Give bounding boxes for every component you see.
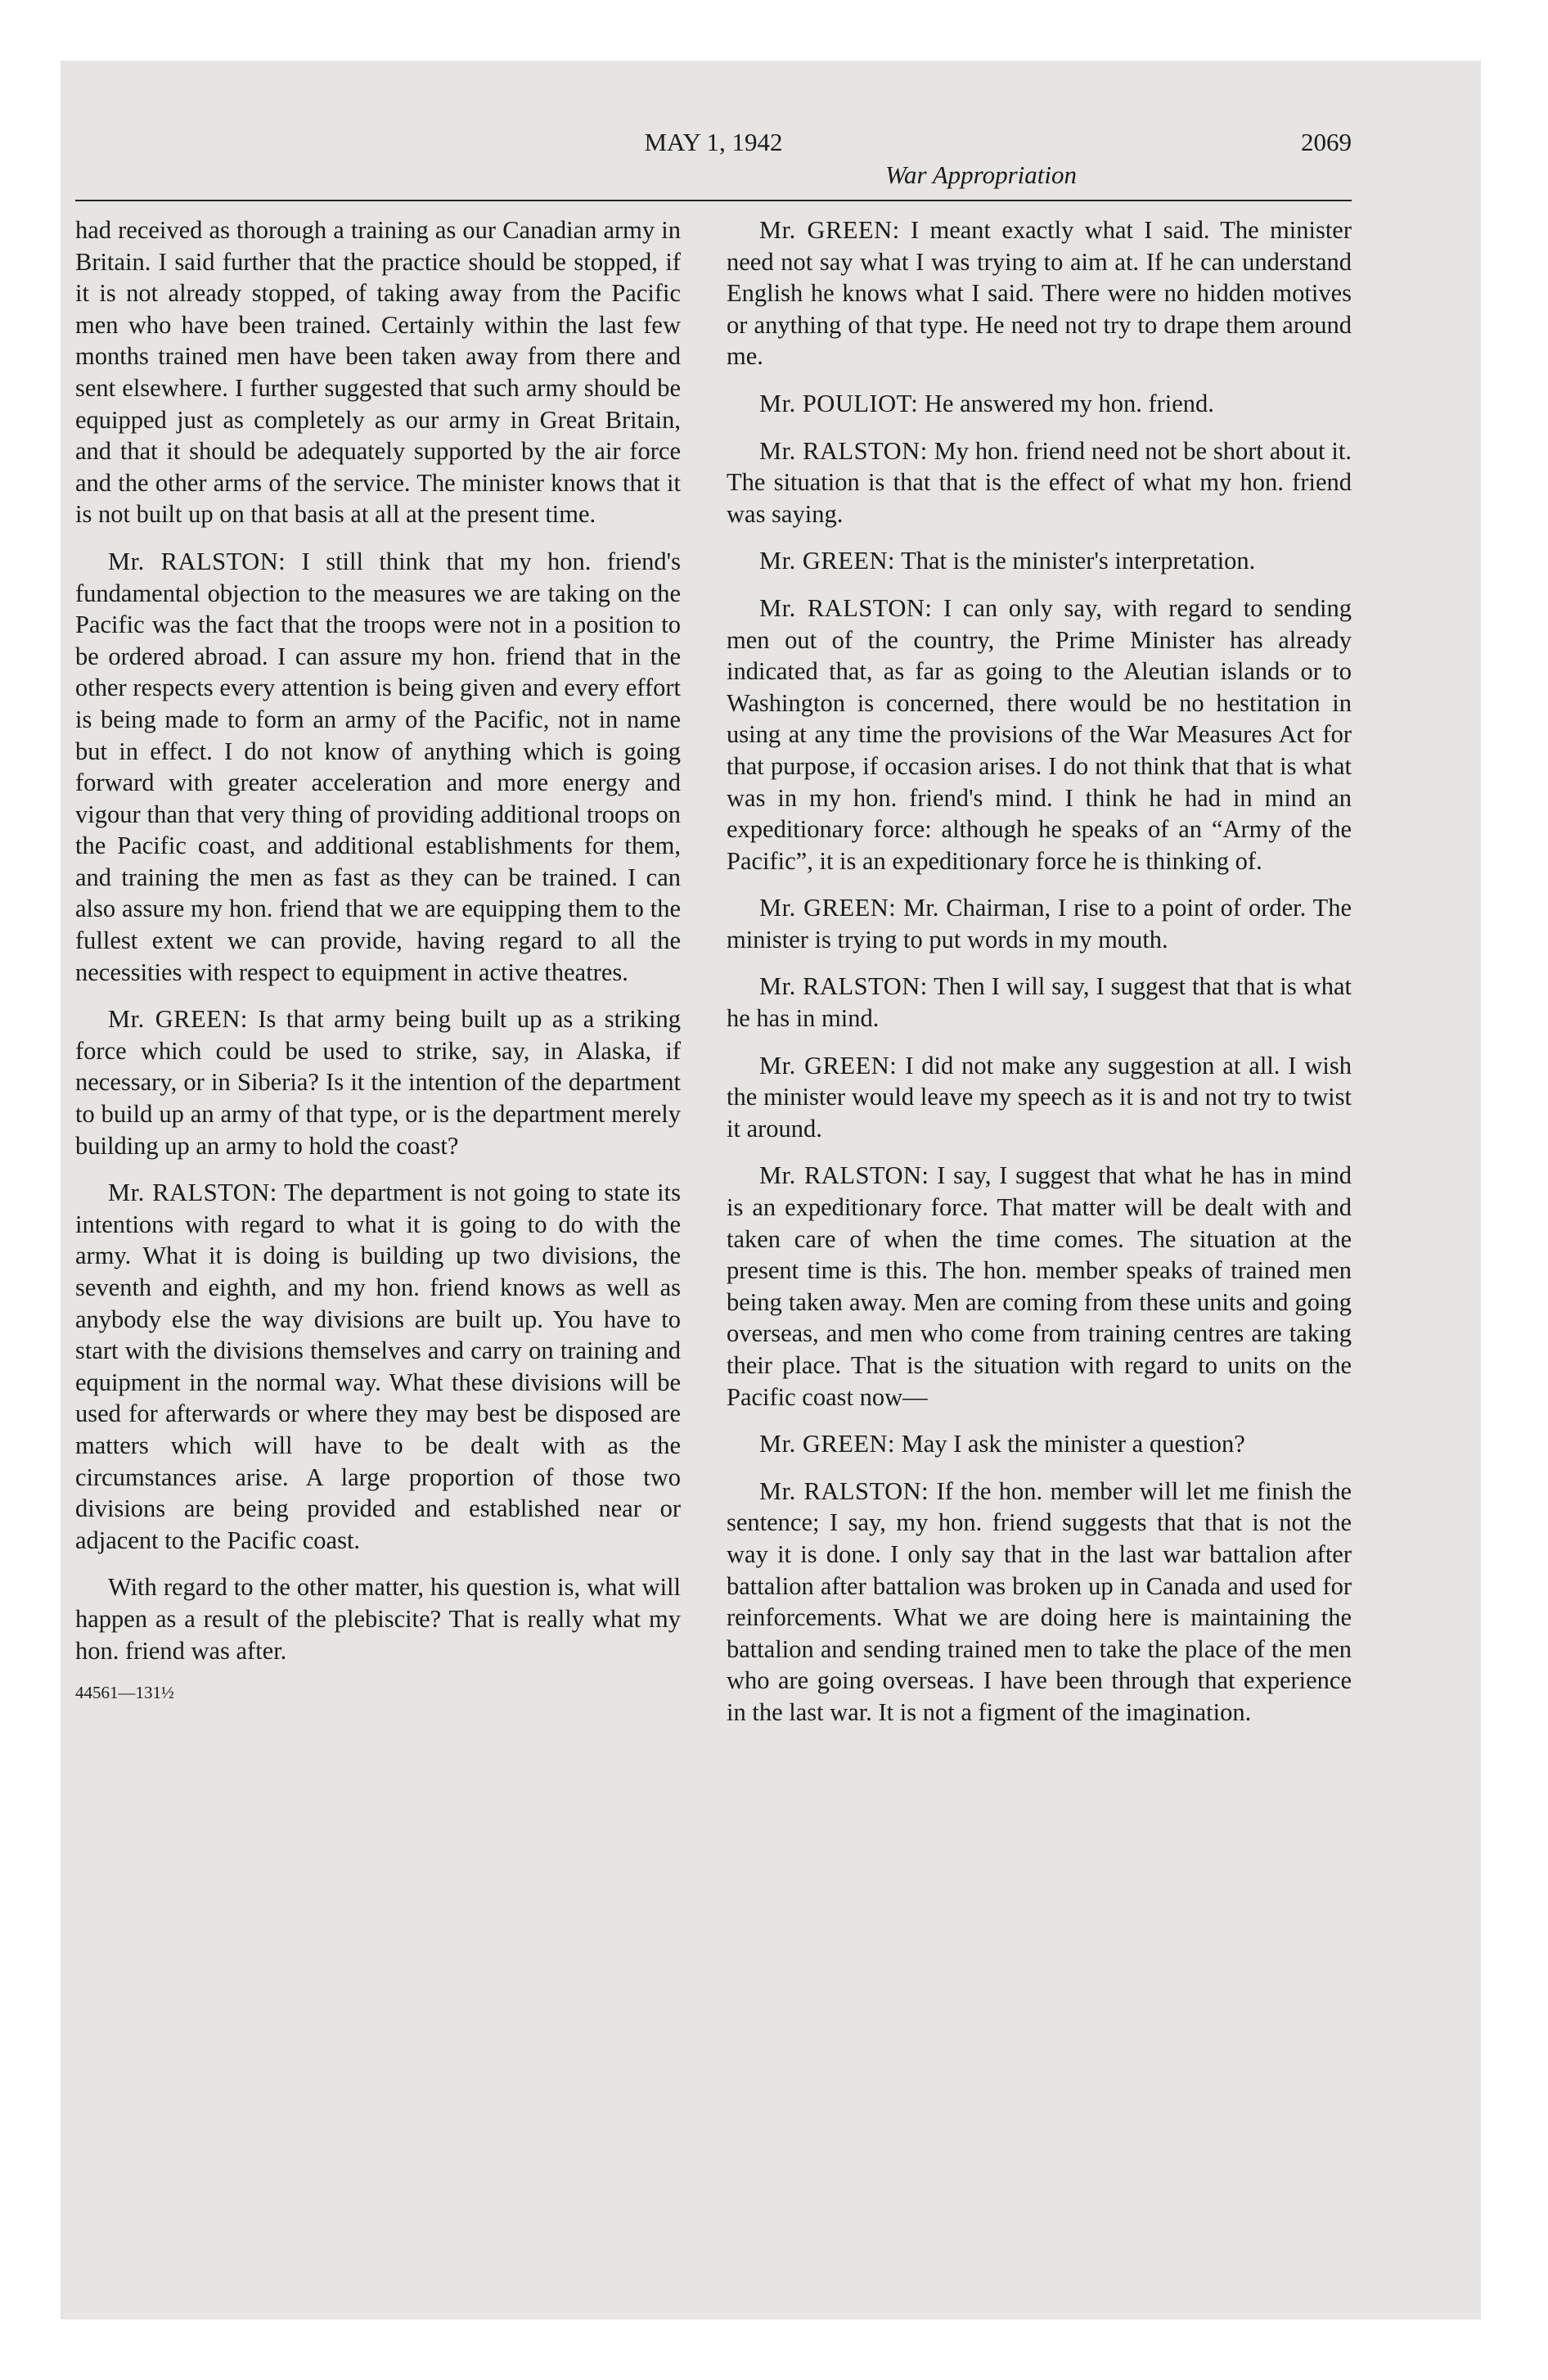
page-number: 2069 (1301, 128, 1352, 156)
speaker-name: Mr. GREEN: (759, 1430, 895, 1458)
section-title: War Appropriation (885, 160, 1077, 189)
paragraph (727, 1160, 1352, 1413)
paragraph-text: If the hon. member will let me finish the sentence; I say, my hon. friend suggests that that is not the way it is done. I only say that in the last war battalion after battalion after battalion was broken up in Canada and used for reinforcements. What we are doing here is maintaining the battalion and sending trained men to take the place of the men who are going overseas. I have been through that experience in the last war. It is not a figment of the imagination. (727, 1476, 1352, 1726)
paragraph (727, 1476, 1352, 1729)
paragraph (727, 971, 1352, 1034)
left-column (75, 214, 681, 1703)
header-date: MAY 1, 1942 (644, 128, 783, 156)
paragraph (75, 1003, 681, 1161)
paragraph (727, 1050, 1352, 1145)
paragraph-text: That is the minister's interpretation. (901, 547, 1256, 575)
speaker-name: Mr. RALSTON: (759, 1476, 929, 1505)
speaker-name: Mr. RALSTON: (108, 1179, 277, 1207)
right-column (727, 214, 1352, 1744)
paragraph (727, 593, 1352, 877)
speaker-name: Mr. RALSTON: (759, 972, 928, 1001)
paragraph (75, 1177, 681, 1556)
page-header (75, 128, 1352, 188)
paragraph (727, 435, 1352, 530)
paragraph (727, 892, 1352, 955)
paragraph-text: Is that army being built up as a striking force which could be used to strike, say, in Alaska, if necessary, or in Siberia? Is it the intention of the department to build up an army of that type, or is the department merely building up an army to hold the coast? (75, 1005, 681, 1160)
speaker-name: Mr. GREEN: (759, 547, 895, 575)
speaker-name: Mr. GREEN: (759, 216, 900, 244)
speaker-name: Mr. POULIOT: (759, 389, 919, 417)
speaker-name: Mr. GREEN: (759, 894, 897, 922)
paragraph (727, 545, 1352, 577)
speaker-name: Mr. GREEN: (759, 1051, 898, 1080)
speaker-name: Mr. RALSTON: (108, 547, 286, 575)
speaker-name: Mr. GREEN: (108, 1005, 248, 1034)
paragraph (727, 1428, 1352, 1460)
paragraph (75, 546, 681, 988)
paragraph-text: The department is not going to state its intentions with regard to what it is going to do with the army. What it is doing is building up two divisions, the seventh and eighth, and my hon. friend knows as well as anybody else the way divisions are built up. You have to start with the divisions themselves and carry on training and equipment in the normal way. What these divisions will be used for afterwards or where they may best be disposed are matters which will have to be dealt with as the circumstances arise. A large proportion of those two divisions are being provided and established near or adjacent to the Pacific coast. (75, 1179, 681, 1554)
paragraph-text: I did not make any suggestion at all. I wish the minister would leave my speech as it is and not try to twist it around. (727, 1051, 1352, 1143)
paragraph-text: I meant exactly what I said. The minister need not say what I was trying to aim at. If he can understand English he knows what I said. There were no hidden motives or anything of that type. He need not try to drape them around me. (727, 216, 1352, 371)
paragraph-text: Mr. Chairman, I rise to a point of order. The minister is trying to put words in my mouth. (727, 894, 1352, 953)
speaker-name: Mr. RALSTON: (759, 1161, 929, 1190)
paragraph-text: With regard to the other matter, his question is, what will happen as a result of the plebiscite? That is really what my hon. friend was after. (75, 1573, 681, 1665)
paragraph (75, 1571, 681, 1666)
speaker-name: Mr. RALSTON: (759, 436, 928, 465)
paragraph-text: I say, I suggest that what he has in mind is an expeditionary force. That matter will be dealt with and taken care of when the time comes. The situation at the present time is this. The hon. member speaks of trained men being taken away. Men are coming from these units and going overseas, and men who come from training centres are taking their place. That is the situation with regard to units on the Pacific coast now— (727, 1161, 1352, 1411)
paragraph-text: I can only say, with regard to sending men out of the country, the Prime Minister has already indicated that, as far as going to the Aleutian islands or to Washington is concerned, there would be no hestitation in using at any time the provisions of the War Measures Act for that purpose, if occasion arises. I do not think that that is what was in my hon. friend's mind. I think he had in mind an expeditionary force: although he speaks of an “Army of the Pacific”, it is an expeditionary force he is thinking of. (727, 593, 1352, 875)
paragraph (727, 214, 1352, 372)
paragraph-text: He answered my hon. friend. (924, 389, 1214, 417)
speaker-name: Mr. RALSTON: (759, 593, 933, 622)
paragraph-text: Then I will say, I suggest that that is what he has in mind. (727, 972, 1352, 1033)
paragraph-text: My hon. friend need not be short about it. The situation is that that is the effect of what my hon. friend was saying. (727, 436, 1352, 528)
header-rule (75, 200, 1352, 201)
paragraph-text: May I ask the minister a question? (901, 1430, 1245, 1458)
footnote-signature: 44561—131½ (75, 1683, 174, 1703)
paragraph (727, 388, 1352, 420)
paragraph-text: I still think that my hon. friend's fundamental objection to the measures we are taking on the Pacific was the fact that the troops were not in a position to be ordered abroad. I can assure my hon. friend that in the other respects every attention is being given and every effort is being made to form an army of the Pacific, not in name but in effect. I do not know of anything which is going forward with greater acceleration and more energy and vigour than that very thing of providing additional troops on the Pacific coast, and additional establishments for them, and training the men as fast as they can be trained. I can also assure my hon. friend that we are equipping them to the fullest extent we can provide, having regard to all the necessities with respect to equipment in active theatres. (75, 547, 681, 986)
paragraph-text: had received as thorough a training as our Canadian army in Britain. I said further that the practice should be stopped, if it is not already stopped, of taking away from the Pacific men who have been trained. Certainly within the last few months trained men have been taken away from there and sent elsewhere. I further suggested that such army should be equipped just as completely as our army in Great Britain, and that it should be adequately supported by the air force and the other arms of the service. The minister knows that it is not built up on that basis at all at the present time. (75, 216, 681, 529)
paragraph (75, 214, 681, 530)
